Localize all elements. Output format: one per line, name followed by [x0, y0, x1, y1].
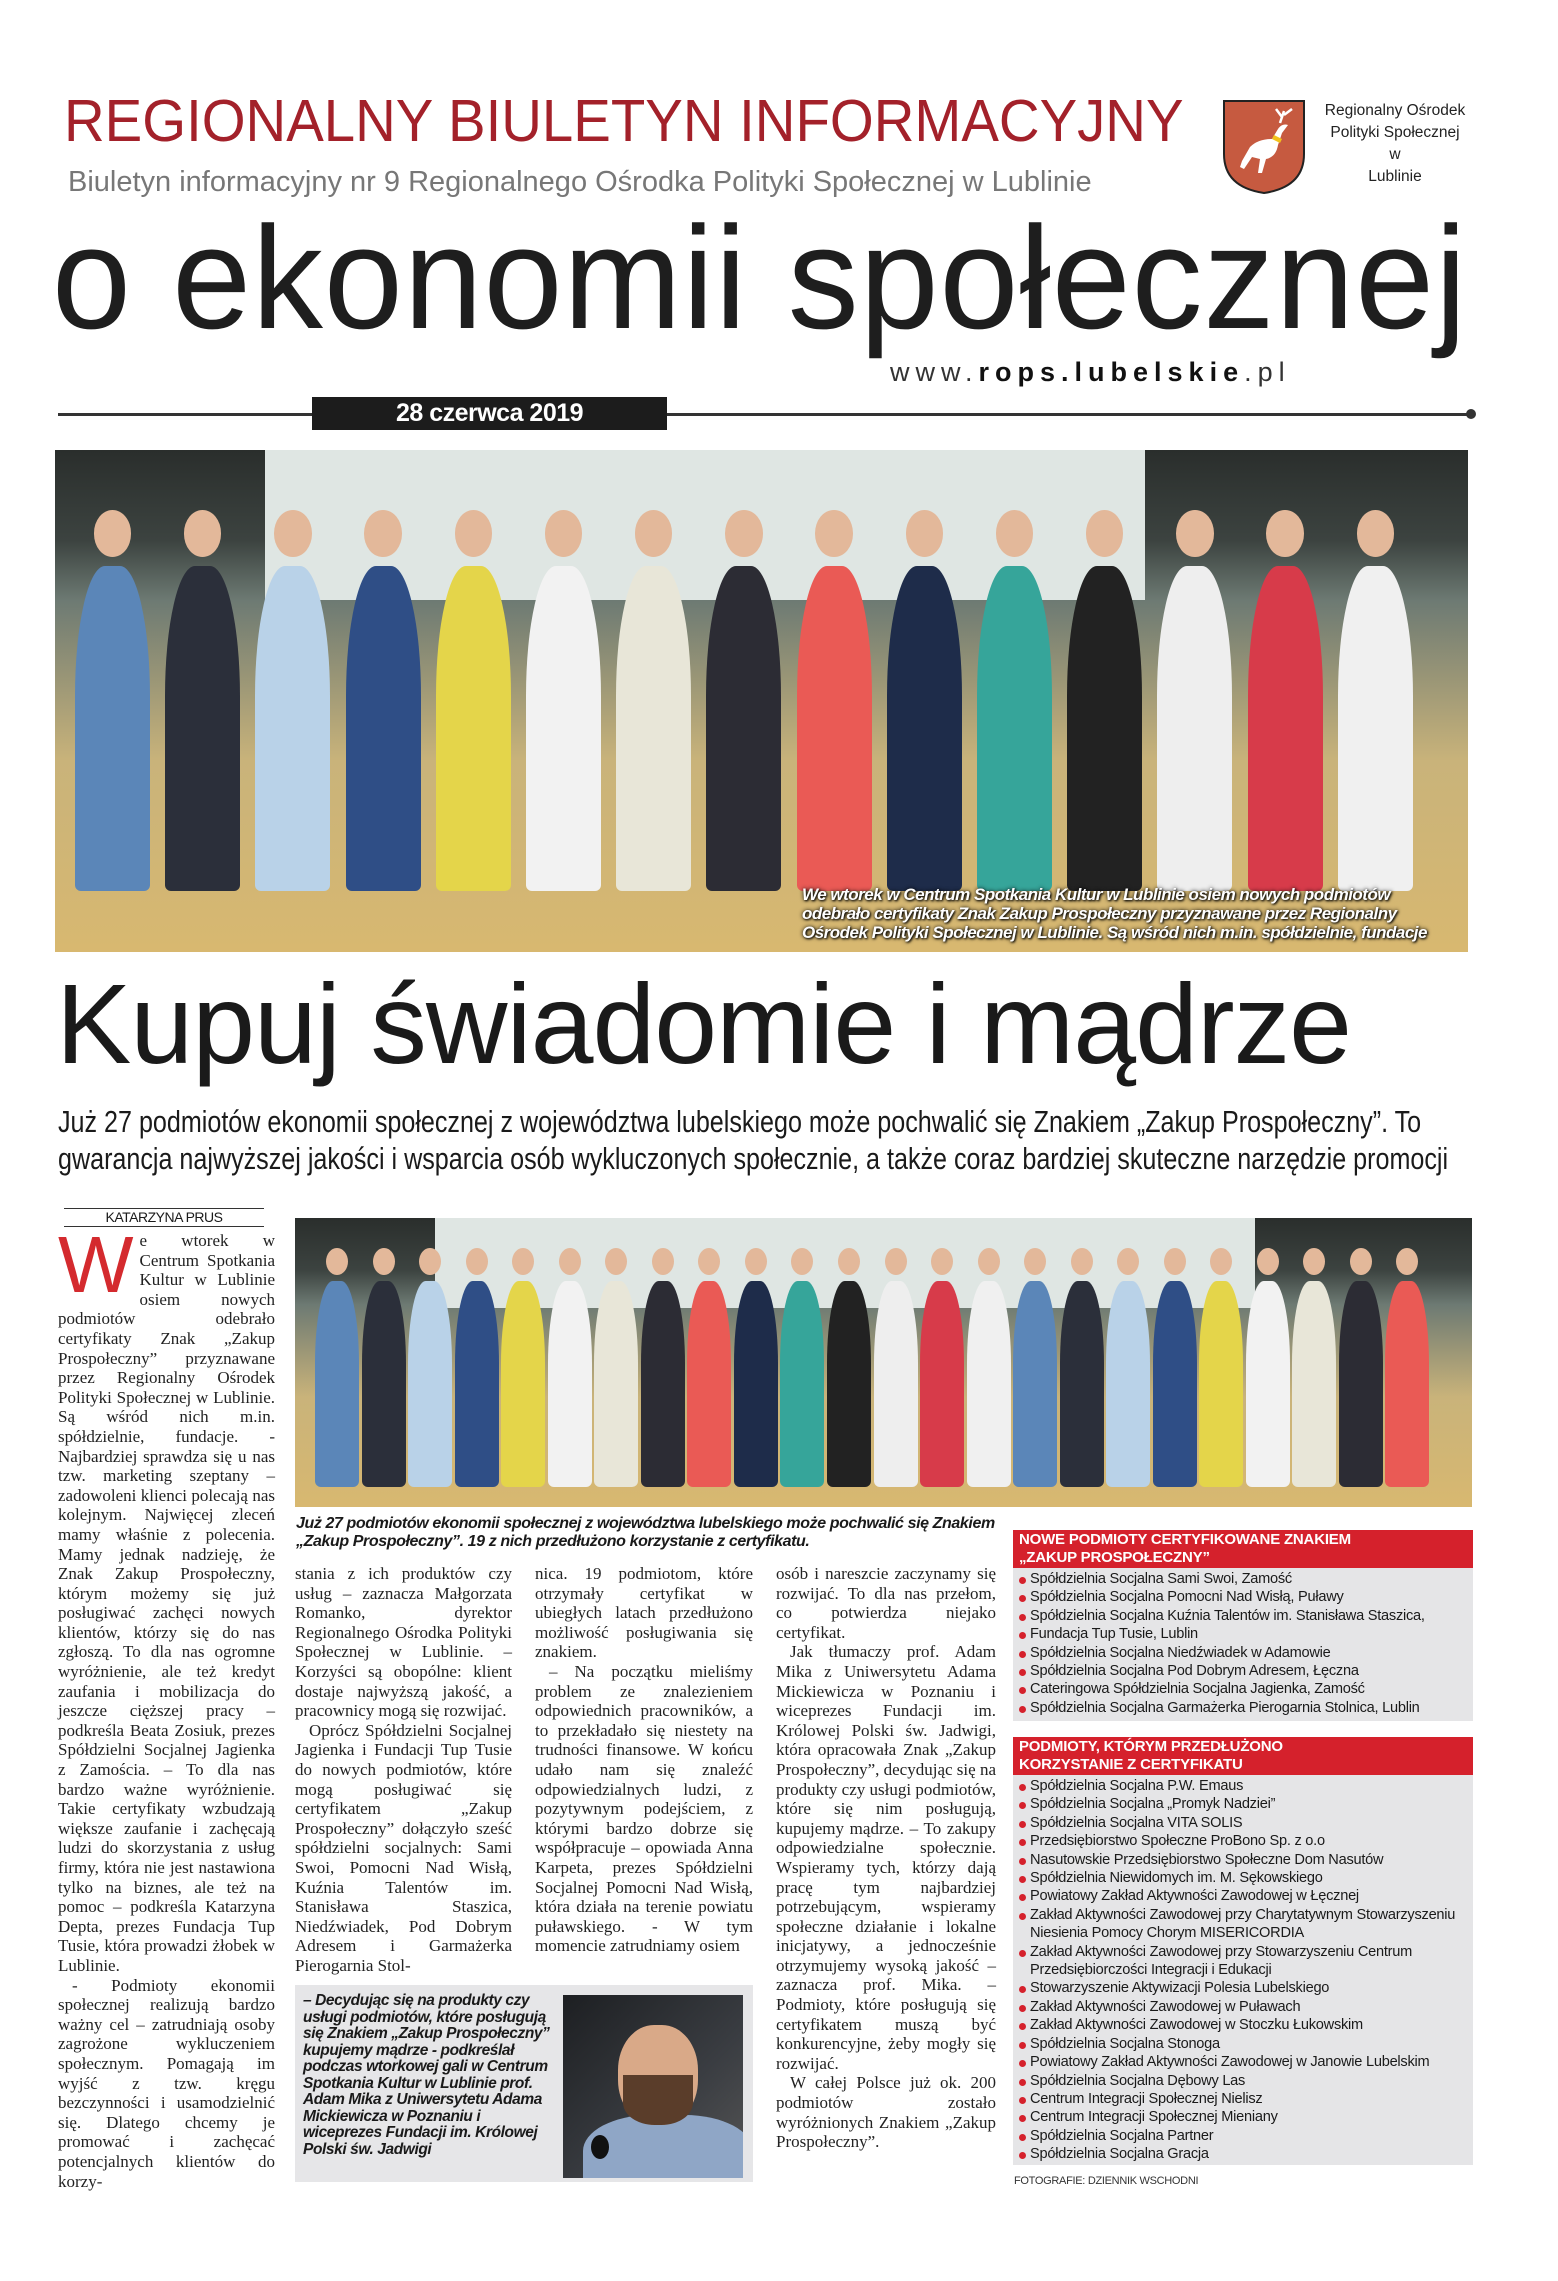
- drop-cap: W: [58, 1220, 134, 1309]
- person-figure: [455, 1281, 499, 1487]
- paragraph-text: e wtorek w Centrum Spotkania Kultur w Lublinie osiem nowych podmiotów odebrało certyfikaty Znak „Zakup Prospołeczny” przyznawane przez Regionalny Ośrodek Polityki Społecznej w Lublinie. Są wśród nich m.in. spółdzielnie, fundacje. - Najbardziej sprawdza się u nas tzw. marketing szeptany – zadowoleni klienci polecają nas kolejnym. Najwięcej zleceń mamy właśnie z polecenia. Mamy jednak nadzieję, że Znak Zakup Prospołeczny, którym możemy się już posługiwać zachęci nowych klientów, którzy się do nas zgłoszą. To dla nas ogromne wyróżnienie, ale też kredyt zaufania i mobilizacja do jeszcze cięższej pracy – podkreśla Beata Zosiuk, prezes Spółdzielni Socjalnej Jagienka z Zamościa. – To dla nas bardzo ważne wyróżnienie. Takie certyfikaty wzbudzają większe zaufanie i zachęcają ludzi do skorzystania z usług firmy, która nie jest nastawiona tylko na biznes, ale też na pomoc – podkreśla Katarzyna Depta, prezes Fundacja Tup Tusie, która prowadzi żłobek w Lublinie.: [58, 1231, 275, 1975]
- lublin-coat-of-arms-logo: [1222, 99, 1306, 195]
- list-item: Przedsiębiorstwo Społeczne ProBono Sp. z o.o: [1019, 1832, 1469, 1850]
- paragraph: W całej Polsce już ok. 200 podmiotów zostało wyróżnionych Znakiem „Zakup Prospołeczny”.: [776, 2073, 996, 2152]
- person-figure: [1157, 566, 1232, 891]
- person-figure: [616, 566, 691, 891]
- person-head: [815, 510, 853, 557]
- person-head: [466, 1248, 488, 1275]
- website-url[interactable]: [890, 357, 1291, 388]
- article-column-4: [776, 1564, 996, 2152]
- new-certified-list: [1013, 1568, 1473, 1717]
- list-item: Spółdzielnia Socjalna Gracja: [1019, 2145, 1469, 2163]
- list-item: Spółdzielnia Socjalna Dębowy Las: [1019, 2072, 1469, 2090]
- masthead: o ekonomii społecznej: [52, 196, 1468, 359]
- person-head: [1176, 510, 1214, 557]
- person-head: [906, 510, 944, 557]
- box-heading-line: PODMIOTY, KTÓRYM PRZEDŁUŻONO: [1019, 1738, 1283, 1755]
- issue-date: 28 czerwca 2019: [312, 397, 667, 430]
- person-figure: [1153, 1281, 1197, 1487]
- person-figure: [1248, 566, 1323, 891]
- person-head: [996, 510, 1034, 557]
- person-figure: [1013, 1281, 1057, 1487]
- person-figure: [501, 1281, 545, 1487]
- person-head: [184, 510, 222, 557]
- list-item: Centrum Integracji Społecznej Nielisz: [1019, 2090, 1469, 2108]
- person-head: [326, 1248, 348, 1275]
- bulletin-title: REGIONALNY BIULETYN INFORMACYJNY: [64, 88, 1184, 154]
- person-head: [978, 1248, 1000, 1275]
- list-item: Nasutowskie Przedsiębiorstwo Społeczne Dom Nasutów: [1019, 1851, 1469, 1869]
- pull-quote-box: [295, 1985, 753, 2182]
- byline: KATARZYNA PRUS: [64, 1208, 264, 1227]
- logo-text: [1300, 100, 1490, 188]
- photo-caption: Już 27 podmiotów ekonomii społecznej z województwa lubelskiego może pochwalić się Znakiem „Zakup Prospołeczny”. 19 z nich przedłużono korzystanie z certyfikatu.: [296, 1515, 995, 1550]
- person-head: [1266, 510, 1304, 557]
- box-heading-line: KORZYSTANIE Z CERTYFIKATU: [1019, 1756, 1243, 1773]
- article-column-3: [535, 1564, 753, 1956]
- person-figure: [1106, 1281, 1150, 1487]
- paragraph: Jak tłumaczy prof. Adam Mika z Uniwersytetu Adama Mickiewicza w Poznaniu i wiceprezes Fundacji im. Królowej Polski św. Jadwigi, która opracowała Znak „Zakup Prospołeczny”, decydując się na produkty czy usługi podmiotów, które się nim posługują, kupujemy mądrze. – To zakupy odpowiedzialne społecznie. Wspieramy tych, którzy dają pracę tym najbardziej potrzebującym, wspieramy społeczne działanie i lokalne inicjatywy, a jednocześnie otrzymujemy wysoką jakość – zaznacza prof. Mika. – Podmioty, które posługują się certyfikatem muszą być konkurencyjne, żeby mogły się rozwijać.: [776, 1642, 996, 2073]
- person-head: [455, 510, 493, 557]
- paragraph: stania z ich produktów czy usług – zaznacza Małgorzata Romanko, dyrektor Regionalnego Ośrodka Polityki Społecznej w Lublinie. – Korzyści są obopólne: klient dostaje najwyższą jakość, a pracownicy mogą się rozwijać.: [295, 1564, 512, 1721]
- deer-shield-icon: [1222, 99, 1306, 195]
- person-figure: [887, 566, 962, 891]
- person-figure: [315, 1281, 359, 1487]
- person-figure: [594, 1281, 638, 1487]
- person-figure: [1246, 1281, 1290, 1487]
- list-item: Powiatowy Zakład Aktywności Zawodowej w Łęcznej: [1019, 1887, 1469, 1905]
- person-head: [652, 1248, 674, 1275]
- person-head: [1396, 1248, 1418, 1275]
- paragraph: – Na początku mieliśmy problem ze znalezieniem odpowiednich pracowników, a to przekładało się niestety na trudności finansowe. W końcu udało nam się znaleźć odpowiedzialnych ludzi, z pozytywnym podejściem, z którymi bardzo dobrze się współpracuje – opowiada Anna Karpeta, prezes Spółdzielni Socjalnej Pomocni Nad Wisłą, która działa na terenie powiatu puławskiego. - W tym momencie zatrudniamy osiem: [535, 1661, 753, 1956]
- article-column-2: [295, 1564, 512, 1975]
- extended-certificate-list-box: [1013, 1737, 1473, 2165]
- person-figure: [1060, 1281, 1104, 1487]
- list-item: Spółdzielnia Socjalna „Promyk Nadziei”: [1019, 1795, 1469, 1813]
- list-item: Spółdzielnia Socjalna Pomocni Nad Wisłą, Puławy: [1019, 1588, 1469, 1606]
- person-figure: [526, 566, 601, 891]
- speaker-beard: [623, 2075, 693, 2125]
- list-item: Spółdzielnia Socjalna Kuźnia Talentów im. Stanisława Staszica,: [1019, 1607, 1469, 1625]
- article-column-1: [58, 1220, 275, 2191]
- list-item: Spółdzielnia Socjalna Garmażerka Pierogarnia Stolnica, Lublin: [1019, 1699, 1469, 1717]
- list-item: Zakład Aktywności Zawodowej przy Stowarzyszeniu Centrum Przedsiębiorczości Integracji i Edukacji: [1019, 1943, 1469, 1980]
- person-figure: [780, 1281, 824, 1487]
- paragraph: - Podmioty ekonomii społecznej realizują bardzo ważny cel – zatrudniają osoby zagrożone wykluczeniem społecznym. Pomagają im wyjść z tzw. kręgu bezczynności i usamodzielnić się. Dlatego chcemy je promować i zachęcać potencjalnych klientów do korzy-: [58, 1975, 275, 2191]
- list-item: Spółdzielnia Niewidomych im. M. Sękowskiego: [1019, 1869, 1469, 1887]
- box-heading: [1013, 1737, 1473, 1775]
- person-figure: [408, 1281, 452, 1487]
- logo-line: Polityki Społecznej: [1330, 124, 1460, 141]
- person-head: [745, 1248, 767, 1275]
- person-head: [635, 510, 673, 557]
- list-item: Fundacja Tup Tusie, Lublin: [1019, 1625, 1469, 1643]
- person-figure: [827, 1281, 871, 1487]
- list-item: Cateringowa Spółdzielnia Socjalna Jagienka, Zamość: [1019, 1680, 1469, 1698]
- person-figure: [165, 566, 240, 891]
- microphone: [591, 2135, 609, 2159]
- article-headline: Kupuj świadomie i mądrze: [56, 961, 1351, 1087]
- person-head: [94, 510, 132, 557]
- list-item: Centrum Integracji Społecznej Mieniany: [1019, 2108, 1469, 2126]
- ceremony-photo-main: [55, 450, 1468, 952]
- box-heading-line: „ZAKUP PROSPOŁECZNY”: [1019, 1549, 1210, 1566]
- person-figure: [734, 1281, 778, 1487]
- person-head: [364, 510, 402, 557]
- person-figure: [967, 1281, 1011, 1487]
- person-head: [545, 510, 583, 557]
- photo-caption: We wtorek w Centrum Spotkania Kultur w Lublinie osiem nowych podmiotów odebrało certyfikaty Znak Zakup Prospołeczny przyznawane przez Regionalny Ośrodek Polityki Społecznej w Lublinie. Są wśród nich m.in. spółdzielnie, fundacje: [802, 885, 1427, 942]
- list-item: Spółdzielnia Socjalna P.W. Emaus: [1019, 1777, 1469, 1795]
- list-item: Spółdzielnia Socjalna Sami Swoi, Zamość: [1019, 1570, 1469, 1588]
- ceremony-group-photo: [295, 1218, 1472, 1507]
- paragraph: Oprócz Spółdzielni Socjalnej Jagienka i Fundacji Tup Tusie do nowych podmiotów, które mogą posługiwać się certyfikatem „Zakup Prospołeczny” dołączyło sześć spółdzielni socjalnych: Sami Swoi, Pomocni Nad Wisłą, Kuźnia Talentów im. Stanisława Staszica, Niedźwiadek, Pod Dobrym Adresem i Garmażerka Pierogarnia Stol-: [295, 1720, 512, 1975]
- person-figure: [362, 1281, 406, 1487]
- bulletin-subtitle: Biuletyn informacyjny nr 9 Regionalnego Ośrodka Polityki Społecznej w Lublinie: [68, 166, 1092, 198]
- person-figure: [977, 566, 1052, 891]
- list-item: Zakład Aktywności Zawodowej przy Charytatywnym Stowarzyszeniu Niesienia Pomocy Chorym MISERICORDIA: [1019, 1906, 1469, 1943]
- person-figure: [1338, 566, 1413, 891]
- article-lead: Już 27 podmiotów ekonomii społecznej z województwa lubelskiego może pochwalić się Znakiem „Zakup Prospołeczny”. To gwarancja najwyższej jakości i wsparcia osób wykluczonych społecznie, a także coraz bardziej skuteczne narzędzie promocji: [58, 1104, 1449, 1176]
- person-head: [1257, 1248, 1279, 1275]
- list-item: Spółdzielnia Socjalna VITA SOLIS: [1019, 1814, 1469, 1832]
- logo-line: Regionalny Ośrodek: [1324, 102, 1466, 119]
- list-item: Spółdzielnia Socjalna Niedźwiadek w Adamowie: [1019, 1644, 1469, 1662]
- person-figure: [1067, 566, 1142, 891]
- person-figure: [1339, 1281, 1383, 1487]
- person-head: [1071, 1248, 1093, 1275]
- list-item: Spółdzielnia Socjalna Partner: [1019, 2127, 1469, 2145]
- person-head: [559, 1248, 581, 1275]
- extended-certificate-list: [1013, 1775, 1473, 2164]
- url-suffix: .pl: [1244, 357, 1291, 387]
- person-figure: [1199, 1281, 1243, 1487]
- person-figure: [75, 566, 150, 891]
- person-head: [274, 510, 312, 557]
- logo-line: Lublinie: [1368, 168, 1422, 185]
- person-figure: [436, 566, 511, 891]
- logo-line: w: [1389, 146, 1401, 163]
- paragraph: osób i nareszcie zaczynamy się rozwijać. To dla nas przełom, co potwierdza niejako certyfikat.: [776, 1564, 996, 1642]
- person-figure: [706, 566, 781, 891]
- person-head: [373, 1248, 395, 1275]
- box-heading-line: NOWE PODMIOTY CERTYFIKOWANE ZNAKIEM: [1019, 1531, 1351, 1548]
- list-item: Powiatowy Zakład Aktywności Zawodowej w Janowie Lubelskim: [1019, 2053, 1469, 2071]
- person-figure: [641, 1281, 685, 1487]
- person-figure: [255, 566, 330, 891]
- speaker-portrait: [563, 1995, 743, 2178]
- list-item: Zakład Aktywności Zawodowej w Stoczku Łukowskim: [1019, 2016, 1469, 2034]
- person-figure: [346, 566, 421, 891]
- person-figure: [687, 1281, 731, 1487]
- list-item: Spółdzielnia Socjalna Pod Dobrym Adresem, Łęczna: [1019, 1662, 1469, 1680]
- person-figure: [874, 1281, 918, 1487]
- person-figure: [1385, 1281, 1429, 1487]
- person-head: [838, 1248, 860, 1275]
- person-head: [1164, 1248, 1186, 1275]
- pull-quote: – Decydując się na produkty czy usługi podmiotów, które posługują się Znakiem „Zakup Prospołeczny” kupujemy mądrze - podkreślał podczas wtorkowej gali w Centrum Spotkania Kultur w Lublinie prof. Adam Mika z Uniwersytetu Adama Mickiewicza w Poznaniu i wiceprezes Fundacji im. Królowej Polski św. Jadwigi: [303, 1992, 550, 2158]
- paragraph: nica. 19 podmiotom, które otrzymały certyfikat w ubiegłych latach przedłużono możliwość posługiwania się znakiem.: [535, 1564, 753, 1662]
- list-item: Stowarzyszenie Aktywizacji Polesia Lubelskiego: [1019, 1979, 1469, 1997]
- person-head: [1357, 510, 1395, 557]
- person-figure: [920, 1281, 964, 1487]
- photo-credit: FOTOGRAFIE: DZIENNIK WSCHODNI: [1014, 2175, 1199, 2187]
- box-heading: [1013, 1530, 1473, 1568]
- person-figure: [548, 1281, 592, 1487]
- person-figure: [797, 566, 872, 891]
- person-figure: [1292, 1281, 1336, 1487]
- url-prefix: www.: [890, 357, 979, 387]
- list-item: Spółdzielnia Socjalna Stonoga: [1019, 2035, 1469, 2053]
- header-rule: [58, 413, 1470, 416]
- url-domain: rops.lubelskie: [978, 357, 1245, 387]
- person-head: [885, 1248, 907, 1275]
- list-item: Zakład Aktywności Zawodowej w Puławach: [1019, 1998, 1469, 2016]
- person-head: [725, 510, 763, 557]
- header-rule-dot: [1466, 409, 1476, 419]
- paragraph: [58, 1220, 275, 1976]
- person-head: [1086, 510, 1124, 557]
- new-certified-list-box: [1013, 1530, 1473, 1721]
- person-head: [1303, 1248, 1325, 1275]
- person-head: [1350, 1248, 1372, 1275]
